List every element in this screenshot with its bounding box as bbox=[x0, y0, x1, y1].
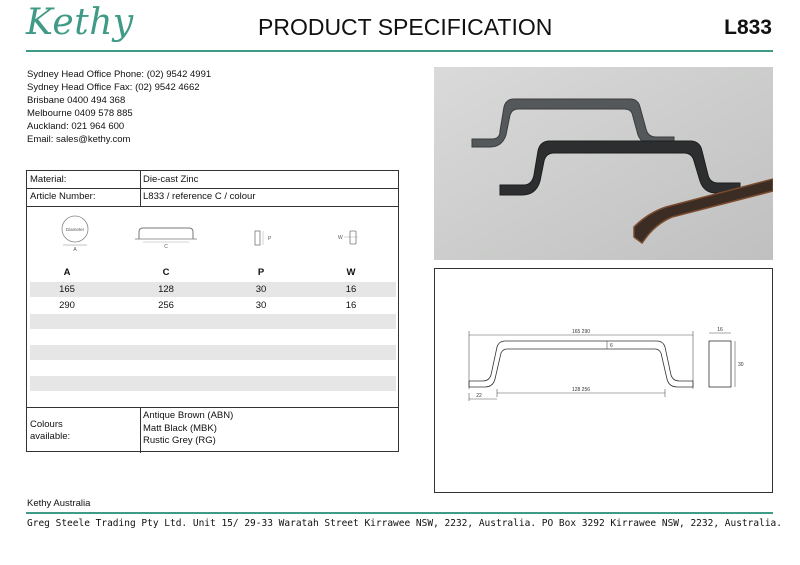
table-cell: 165 bbox=[59, 284, 75, 295]
table-cell: 256 bbox=[158, 300, 174, 311]
material-row bbox=[27, 171, 398, 189]
column-divider bbox=[140, 408, 141, 453]
dim-side-width: 16 bbox=[717, 327, 723, 333]
footer-company: Kethy Australia bbox=[27, 498, 91, 509]
contact-line: Auckland: 021 964 600 bbox=[27, 121, 125, 132]
dim-top: 165 290 bbox=[571, 329, 591, 335]
contact-line: Sydney Head Office Fax: (02) 9542 4662 bbox=[27, 82, 200, 93]
drawing-label-p: P bbox=[268, 236, 272, 242]
spec-table bbox=[26, 170, 399, 452]
dim-inner: 6 bbox=[610, 343, 613, 349]
drawing-label-c: C bbox=[164, 244, 168, 250]
table-cell: 16 bbox=[345, 300, 357, 311]
colours-label: available: bbox=[30, 431, 71, 442]
colour-option: Antique Brown (ABN) bbox=[143, 410, 234, 421]
contact-block bbox=[27, 68, 211, 146]
diameter-drawing bbox=[62, 216, 88, 253]
colours-row bbox=[27, 407, 398, 453]
colour-option: Rustic Grey (RG) bbox=[143, 435, 216, 446]
contact-line: Sydney Head Office Phone: (02) 9542 4991 bbox=[27, 69, 212, 80]
contact-line: Brisbane 0400 494 368 bbox=[27, 95, 126, 106]
drawing-label-w: W bbox=[338, 235, 343, 241]
header-divider bbox=[26, 50, 773, 52]
footer-address: Greg Steele Trading Pty Ltd. Unit 15/ 29-33 Waratah Street Kirrawee NSW, 2232, Australia. PO Box 3292 Kirrawee NSW, 2232, Australia. bbox=[27, 518, 782, 529]
drawing-label-a: A bbox=[73, 247, 77, 253]
dim-bottom: 128 256 bbox=[571, 387, 591, 393]
footer-divider bbox=[26, 512, 773, 514]
diameter-label: Diameter bbox=[65, 227, 85, 232]
material-value: Die-cast Zinc bbox=[143, 174, 199, 185]
product-code: L833 bbox=[724, 16, 772, 39]
product-photo bbox=[434, 67, 773, 260]
dimension-drawings bbox=[27, 207, 398, 257]
colour-option: Matt Black (MBK) bbox=[143, 422, 217, 434]
colours-label: Colours bbox=[30, 419, 63, 430]
table-cell: 30 bbox=[255, 300, 267, 311]
table-row-band bbox=[30, 376, 396, 391]
article-row bbox=[27, 188, 398, 207]
dim-side-height: 30 bbox=[738, 362, 744, 368]
page-title: PRODUCT SPECIFICATION bbox=[258, 14, 553, 40]
dim-foot: 22 bbox=[476, 393, 482, 399]
column-divider bbox=[140, 188, 141, 206]
brand-logo: Kethy bbox=[26, 2, 134, 43]
article-value: L833 / reference C / colour bbox=[143, 191, 256, 202]
table-cell: 128 bbox=[158, 284, 174, 295]
table-cell: 290 bbox=[59, 300, 75, 311]
width-drawing bbox=[338, 231, 358, 244]
col-header-a: A bbox=[63, 267, 71, 278]
article-label: Article Number: bbox=[30, 191, 96, 202]
material-label: Material: bbox=[30, 174, 67, 185]
col-header-c: C bbox=[162, 267, 170, 278]
table-row-band bbox=[30, 345, 396, 360]
table-row-band bbox=[30, 314, 396, 329]
column-divider bbox=[140, 171, 141, 188]
projection-drawing bbox=[255, 231, 272, 245]
contact-line: Email: sales@kethy.com bbox=[27, 134, 131, 145]
contact-line: Melbourne 0409 578 885 bbox=[27, 108, 133, 119]
col-header-p: P bbox=[257, 267, 265, 278]
table-cell: 16 bbox=[345, 284, 357, 295]
col-header-w: W bbox=[346, 267, 356, 278]
length-drawing bbox=[135, 228, 197, 250]
table-cell: 30 bbox=[255, 284, 267, 295]
technical-drawing bbox=[434, 268, 773, 493]
